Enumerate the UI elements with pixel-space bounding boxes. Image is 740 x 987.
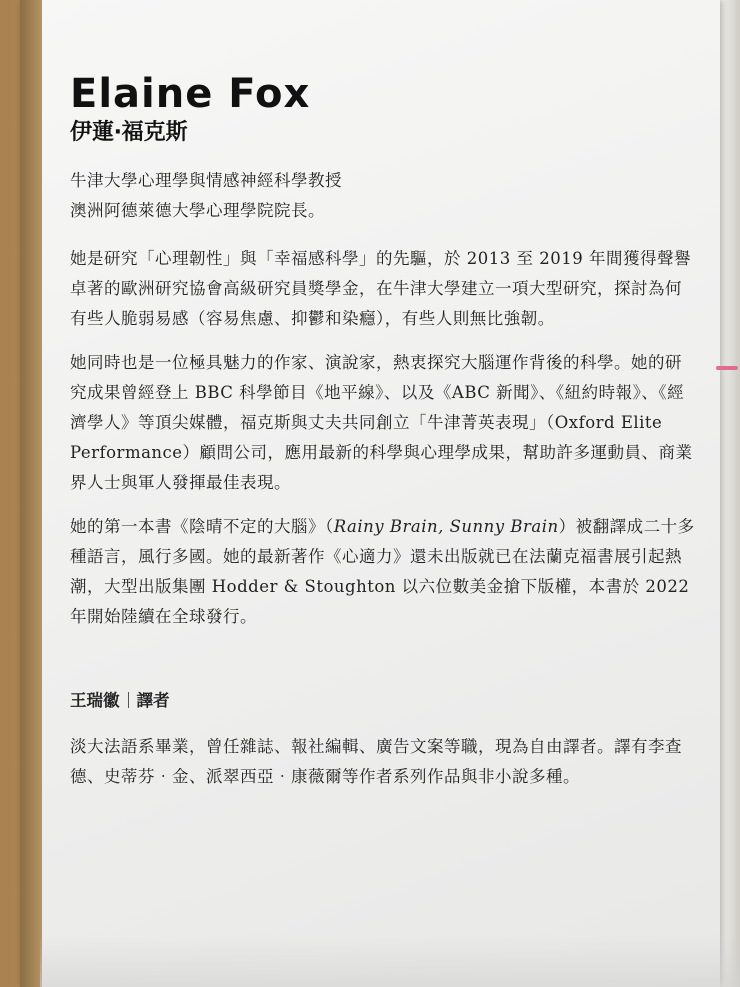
page-gutter-shadow	[20, 0, 42, 987]
author-name-chinese: 伊蓮‧福克斯	[70, 120, 188, 145]
bio-books-text-end: ）被翻譯成二十多種語言，風行多國。她的最新著作《心適力》還未出版就已在法蘭克福書展引起熱潮，大型出版集團 Hodder & Stoughton 以六位數美金搶下版權，本書於 2022 年開始陸續在全球發行。	[70, 517, 695, 626]
bio-paragraph-media: 她同時也是一位極具魅力的作家、演說家，熱衷探究大腦運作背後的科學。她的研究成果曾經登上 BBC 科學節目《地平線》、以及《ABC 新聞》、《紐約時報》、《經濟學人》等頂尖媒體，福克斯與丈夫共同創立「牛津菁英表現」（Oxford Elite Performance）顧問公司，應用最新的科學與心理學成果，幫助許多運動員、商業界人士與軍人發揮最佳表現。	[70, 353, 693, 492]
author-name-english: Elaine Fox	[70, 71, 311, 117]
translator-name: 王瑞徽	[70, 691, 120, 710]
translator-role: 譯者	[136, 691, 170, 710]
bio-paragraph-research: 她是研究「心理韌性」與「幸福感科學」的先驅，於 2013 至 2019 年間獲得聲譽卓著的歐洲研究協會高級研究員獎學金，在牛津大學建立一項大型研究，探討為何有些人脆弱易感（容易焦慮、抑鬱和染癮），有些人則無比強韌。	[70, 249, 691, 328]
credential-line: 澳洲阿德萊德大學心理學院院長。	[70, 201, 325, 220]
author-credentials	[70, 166, 695, 226]
book-title-english: Rainy Brain, Sunny Brain	[333, 517, 559, 536]
pink-marker	[716, 366, 738, 370]
author-bio-block	[70, 70, 695, 806]
heading-divider	[128, 692, 129, 708]
page-bottom-shade	[40, 935, 740, 987]
translator-heading	[70, 688, 695, 714]
credential-line: 牛津大學心理學與情感神經科學教授	[70, 171, 342, 190]
bio-paragraph-books	[70, 512, 695, 632]
translator-bio: 淡大法語系畢業，曾任雜誌、報社編輯、廣告文案等職，現為自由譯者。譯有李查德、史蒂芬‧金、派翠西亞‧康薇爾等作者系列作品與非小說多種。	[70, 737, 682, 786]
bio-books-text-start: 她的第一本書《陰晴不定的大腦》（	[70, 517, 334, 536]
